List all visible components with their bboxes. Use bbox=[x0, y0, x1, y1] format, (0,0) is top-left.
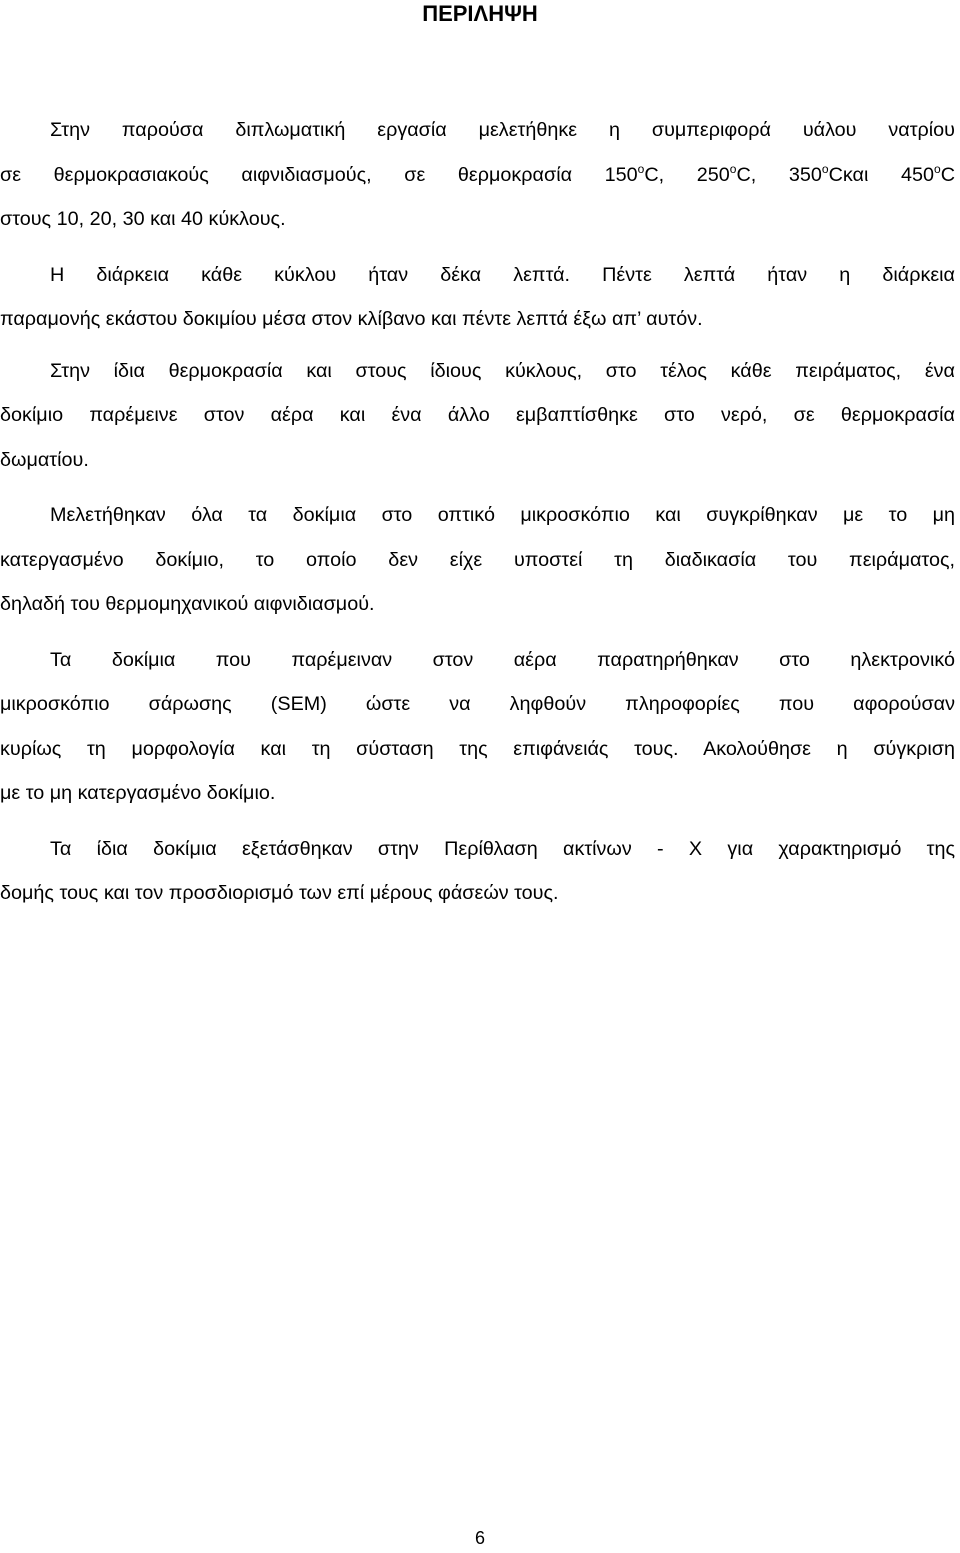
text-line: Στην ίδια θερμοκρασία και στους ίδιους κύκλους, στο τέλος κάθε πειράματος, ένα bbox=[50, 359, 955, 382]
text-line: με το μη κατεργασμένο δοκίμιο. bbox=[0, 782, 276, 804]
text-segment: C, 250 bbox=[644, 163, 730, 186]
text-line: Μελετήθηκαν όλα τα δοκίμια στο οπτικό μικροσκόπιο και συγκρίθηκαν με το μη bbox=[50, 504, 955, 526]
text-line-temperatures bbox=[0, 153, 955, 198]
degree-mark: o bbox=[934, 161, 941, 176]
paragraph-6 bbox=[0, 827, 955, 916]
text-line: δομής τους και τον προσδιορισμό των επί μέρους φάσεών τους. bbox=[0, 882, 559, 904]
degree-mark: o bbox=[821, 161, 829, 176]
paragraph-5 bbox=[0, 638, 955, 816]
text-line: Η διάρκεια κάθε κύκλου ήταν δέκα λεπτά. Πέντε λεπτά ήταν η διάρκεια bbox=[50, 263, 955, 286]
text-line: Τα ίδια δοκίμια εξετάσθηκαν στην Περίθλαση ακτίνων - Χ για χαρακτηρισμό της bbox=[50, 837, 955, 860]
paragraph-2 bbox=[0, 253, 955, 342]
paragraph-1 bbox=[0, 108, 955, 242]
text-line: μικροσκόπιο σάρωσης (SEM) ώστε να ληφθούν πληροφορίες που αφορούσαν bbox=[0, 693, 955, 715]
text-segment: C, 350 bbox=[736, 163, 822, 186]
page-number: 6 bbox=[474, 1528, 485, 1548]
text-line: δωματίου. bbox=[0, 448, 89, 471]
page-title: ΠΕΡΙΛΗΨΗ bbox=[422, 1, 538, 26]
text-segment: σε θερμοκρασιακούς αιφνιδιασμούς, σε θερμοκρασία 150 bbox=[0, 163, 638, 186]
text-line: δηλαδή του θερμομηχανικού αιφνιδιασμού. bbox=[0, 593, 375, 615]
text-segment: Cκαι 450 bbox=[828, 163, 935, 186]
degree-mark: o bbox=[637, 161, 645, 176]
text-line: Τα δοκίμια που παρέμειναν στον αέρα παρατηρήθηκαν στο ηλεκτρονικό bbox=[50, 648, 955, 671]
degree-mark: o bbox=[729, 161, 737, 176]
text-line: κυρίως τη μορφολογία και τη σύσταση της επιφάνειάς τους. Ακολούθησε η σύγκριση bbox=[0, 737, 955, 760]
paragraph-4 bbox=[0, 493, 955, 627]
text-segment: C bbox=[940, 163, 955, 186]
text-line: Στην παρούσα διπλωματική εργασία μελετήθηκε η συμπεριφορά υάλου νατρίου bbox=[50, 119, 955, 141]
text-line: στους 10, 20, 30 και 40 κύκλους. bbox=[0, 208, 286, 230]
abstract-body bbox=[0, 108, 955, 916]
text-line: παραμονής εκάστου δοκιμίου μέσα στον κλίβανο και πέντε λεπτά έξω απ’ αυτόν. bbox=[0, 308, 703, 330]
text-line: κατεργασμένο δοκίμιο, το οποίο δεν είχε υποστεί τη διαδικασία του πειράματος, bbox=[0, 548, 955, 571]
text-line: δοκίμιο παρέμεινε στον αέρα και ένα άλλο εμβαπτίσθηκε στο νερό, σε θερμοκρασία bbox=[0, 404, 955, 426]
paragraph-3 bbox=[0, 349, 955, 483]
